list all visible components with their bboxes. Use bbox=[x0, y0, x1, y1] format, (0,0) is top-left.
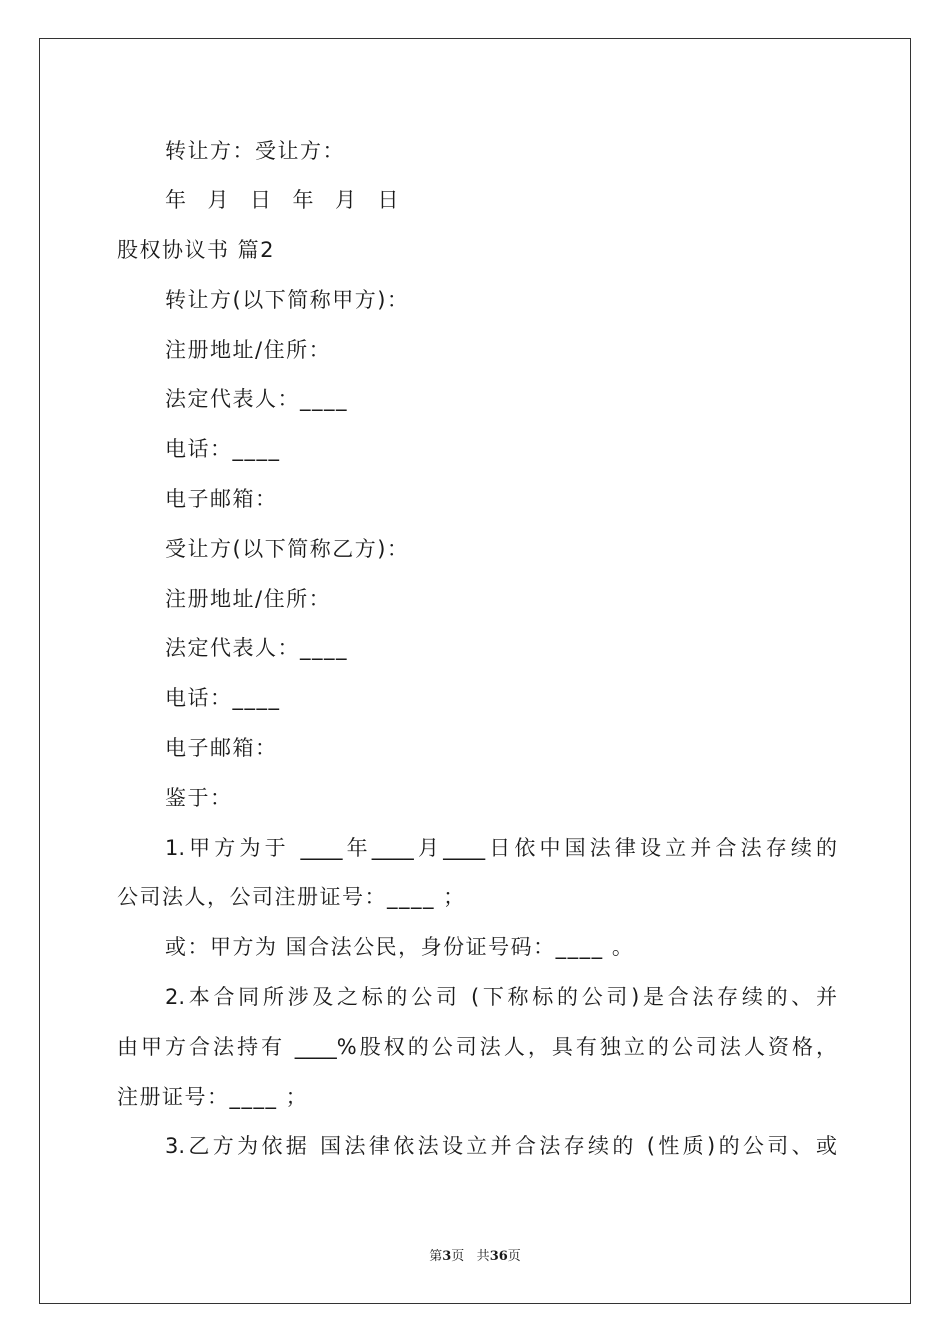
date-year: 年 bbox=[292, 188, 315, 212]
party-b-phone: 电话：____ bbox=[165, 686, 281, 710]
party-b-email: 电子邮箱： bbox=[165, 736, 278, 760]
party-a-representative: 法定代表人：____ bbox=[165, 387, 348, 411]
page-frame bbox=[39, 38, 911, 1304]
clause-2-line-3: 注册证号：____ ； bbox=[117, 1085, 309, 1109]
date-day: 日 bbox=[250, 188, 273, 212]
clause-2-line-2: 由甲方合法持有 ____%股权的公司法人，具有独立的公司法人资格， bbox=[117, 1035, 837, 1059]
date-day: 日 bbox=[377, 188, 400, 212]
page-footer bbox=[0, 1248, 950, 1266]
section-title: 股权协议书 篇2 bbox=[117, 238, 276, 262]
party-b-representative: 法定代表人：____ bbox=[165, 636, 348, 660]
footer-page-word: 页 bbox=[451, 1249, 465, 1264]
clause-1-alternative: 或：甲方为 国合法公民，身份证号码：____ 。 bbox=[165, 935, 635, 959]
party-a-heading: 转让方(以下简称甲方)： bbox=[165, 288, 410, 312]
clause-1-line-2: 公司法人，公司注册证号：____ ； bbox=[117, 885, 466, 909]
party-b-address: 注册地址/住所： bbox=[165, 587, 332, 611]
date-year: 年 bbox=[165, 188, 188, 212]
current-page-number: 3 bbox=[442, 1249, 452, 1264]
clause-1-line-1: 1.甲方为于 ____年____月____日依中国法律设立并合法存续的 bbox=[165, 836, 837, 860]
footer-total-word: 页 bbox=[507, 1249, 521, 1264]
date-month: 月 bbox=[207, 188, 230, 212]
footer-prefix: 第 bbox=[429, 1249, 443, 1264]
party-a-email: 电子邮箱： bbox=[165, 487, 278, 511]
whereas-heading: 鉴于： bbox=[165, 786, 233, 810]
transferor-transferee-label: 转让方：受让方： bbox=[165, 139, 345, 163]
footer-total-prefix: 共 bbox=[476, 1249, 490, 1264]
total-pages-number: 36 bbox=[489, 1249, 508, 1264]
party-a-address: 注册地址/住所： bbox=[165, 338, 332, 362]
party-b-heading: 受让方(以下简称乙方)： bbox=[165, 537, 410, 561]
clause-2-line-1: 2.本合同所涉及之标的公司 (下称标的公司)是合法存续的、并 bbox=[165, 985, 837, 1009]
signature-date-row bbox=[165, 185, 837, 215]
party-a-phone: 电话：____ bbox=[165, 437, 281, 461]
date-month: 月 bbox=[335, 188, 358, 212]
clause-3-line-1: 3.乙方为依据 国法律依法设立并合法存续的 (性质)的公司、或 bbox=[165, 1134, 837, 1158]
